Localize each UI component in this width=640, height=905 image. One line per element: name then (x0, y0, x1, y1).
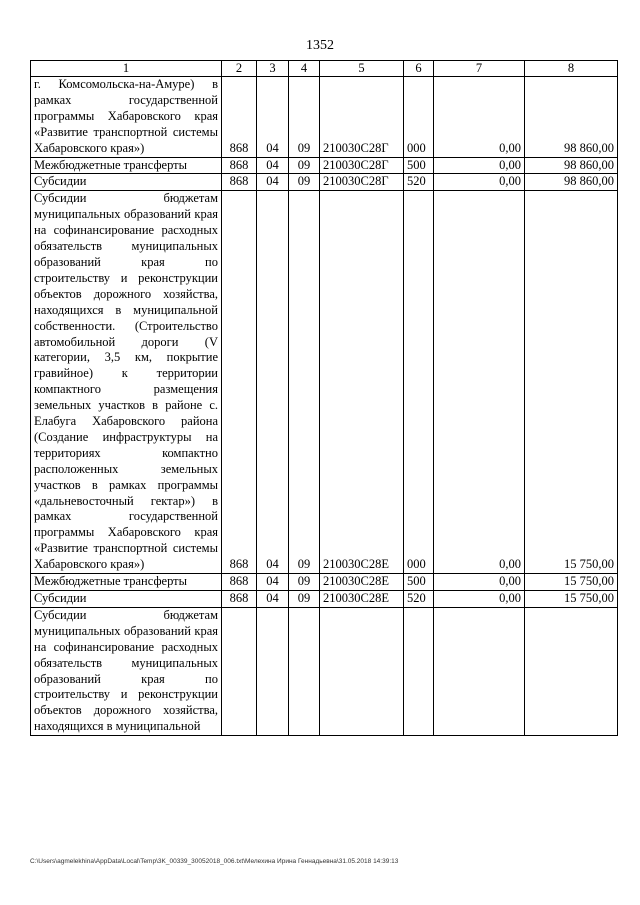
cell-ministry: 868 (222, 157, 257, 174)
cell-target-article: 210030С28Г (320, 174, 404, 191)
cell-subsection: 09 (289, 174, 320, 191)
header-cell: 2 (222, 61, 257, 77)
table-row (31, 574, 618, 591)
cell-section: 04 (257, 574, 289, 591)
table-row (31, 77, 618, 158)
cell-expense-type: 000 (404, 77, 434, 158)
cell-expense-type: 000 (404, 191, 434, 574)
cell-amount-8: 15 750,00 (525, 574, 618, 591)
table-row (31, 191, 618, 574)
cell-subsection: 09 (289, 77, 320, 158)
cell-ministry: 868 (222, 77, 257, 158)
cell-target-article: 210030С28Е (320, 574, 404, 591)
header-cell: 6 (404, 61, 434, 77)
header-cell: 1 (31, 61, 222, 77)
row-description: г. Комсомольска-на-Амуре) в рамках государственной программы Хабаровского края «Развитие транспортной системы Хабаровского края») (31, 77, 222, 158)
cell-ministry: 868 (222, 591, 257, 608)
cell-target-article (320, 607, 404, 735)
cell-section: 04 (257, 157, 289, 174)
cell-subsection: 09 (289, 574, 320, 591)
cell-ministry: 868 (222, 574, 257, 591)
cell-amount-7: 0,00 (434, 574, 525, 591)
table-row (31, 157, 618, 174)
table-row (31, 607, 618, 735)
header-cell: 8 (525, 61, 618, 77)
cell-amount-8: 15 750,00 (525, 191, 618, 574)
cell-subsection: 09 (289, 591, 320, 608)
cell-subsection (289, 607, 320, 735)
row-description: Межбюджетные трансферты (31, 157, 222, 174)
header-cell: 3 (257, 61, 289, 77)
cell-target-article: 210030С28Г (320, 157, 404, 174)
cell-section: 04 (257, 591, 289, 608)
table-row (31, 591, 618, 608)
header-cell: 5 (320, 61, 404, 77)
cell-ministry: 868 (222, 174, 257, 191)
row-description: Субсидии бюджетам муниципальных образований края на софинансирование расходных обязательств муниципальных образований края по строительству и реконструкции объектов дорожного хозяйства, находящихся в муниципальной собственности. (Строительство автомобильной дороги (V категории, 3,5 км, покрытие гравийное) к территории компактного размещения земельных участков в районе с. Елабуга Хабаровского района (Создание инфраструктуры на территориях компактно расположенных земельных участков в рамках программы «дальневосточный гектар») в рамках государственной программы Хабаровского края «Развитие транспортной системы Хабаровского края») (31, 191, 222, 574)
cell-section: 04 (257, 174, 289, 191)
cell-subsection: 09 (289, 157, 320, 174)
cell-expense-type: 520 (404, 591, 434, 608)
cell-amount-7: 0,00 (434, 77, 525, 158)
cell-expense-type: 520 (404, 174, 434, 191)
cell-amount-7 (434, 607, 525, 735)
header-cell: 7 (434, 61, 525, 77)
row-description: Межбюджетные трансферты (31, 574, 222, 591)
cell-ministry (222, 607, 257, 735)
cell-subsection: 09 (289, 191, 320, 574)
cell-section: 04 (257, 77, 289, 158)
cell-amount-8: 98 860,00 (525, 174, 618, 191)
cell-section (257, 607, 289, 735)
cell-target-article: 210030С28Е (320, 191, 404, 574)
cell-expense-type: 500 (404, 157, 434, 174)
row-description: Субсидии (31, 174, 222, 191)
cell-ministry: 868 (222, 191, 257, 574)
cell-amount-7: 0,00 (434, 157, 525, 174)
cell-amount-8: 98 860,00 (525, 157, 618, 174)
cell-expense-type: 500 (404, 574, 434, 591)
cell-amount-7: 0,00 (434, 591, 525, 608)
cell-amount-8: 15 750,00 (525, 591, 618, 608)
cell-amount-8 (525, 607, 618, 735)
table-row (31, 174, 618, 191)
cell-target-article: 210030С28Г (320, 77, 404, 158)
cell-section: 04 (257, 191, 289, 574)
row-description: Субсидии бюджетам муниципальных образований края на софинансирование расходных обязательств муниципальных образований края по строительству и реконструкции объектов дорожного хозяйства, находящихся в муниципальной (31, 607, 222, 735)
cell-target-article: 210030С28Е (320, 591, 404, 608)
header-cell: 4 (289, 61, 320, 77)
page-number: 1352 (306, 38, 334, 53)
cell-amount-7: 0,00 (434, 174, 525, 191)
cell-amount-8: 98 860,00 (525, 77, 618, 158)
cell-amount-7: 0,00 (434, 191, 525, 574)
row-description: Субсидии (31, 591, 222, 608)
footer-file-path: C:\Users\agmelekhina\AppData\Local\Temp\3K_00339_30052018_006.txt\Мелехина Ирина Геннадьевна\31.05.2018 14:39:13 (30, 858, 399, 865)
budget-table (30, 60, 618, 736)
cell-expense-type (404, 607, 434, 735)
table-header-row (31, 61, 618, 77)
